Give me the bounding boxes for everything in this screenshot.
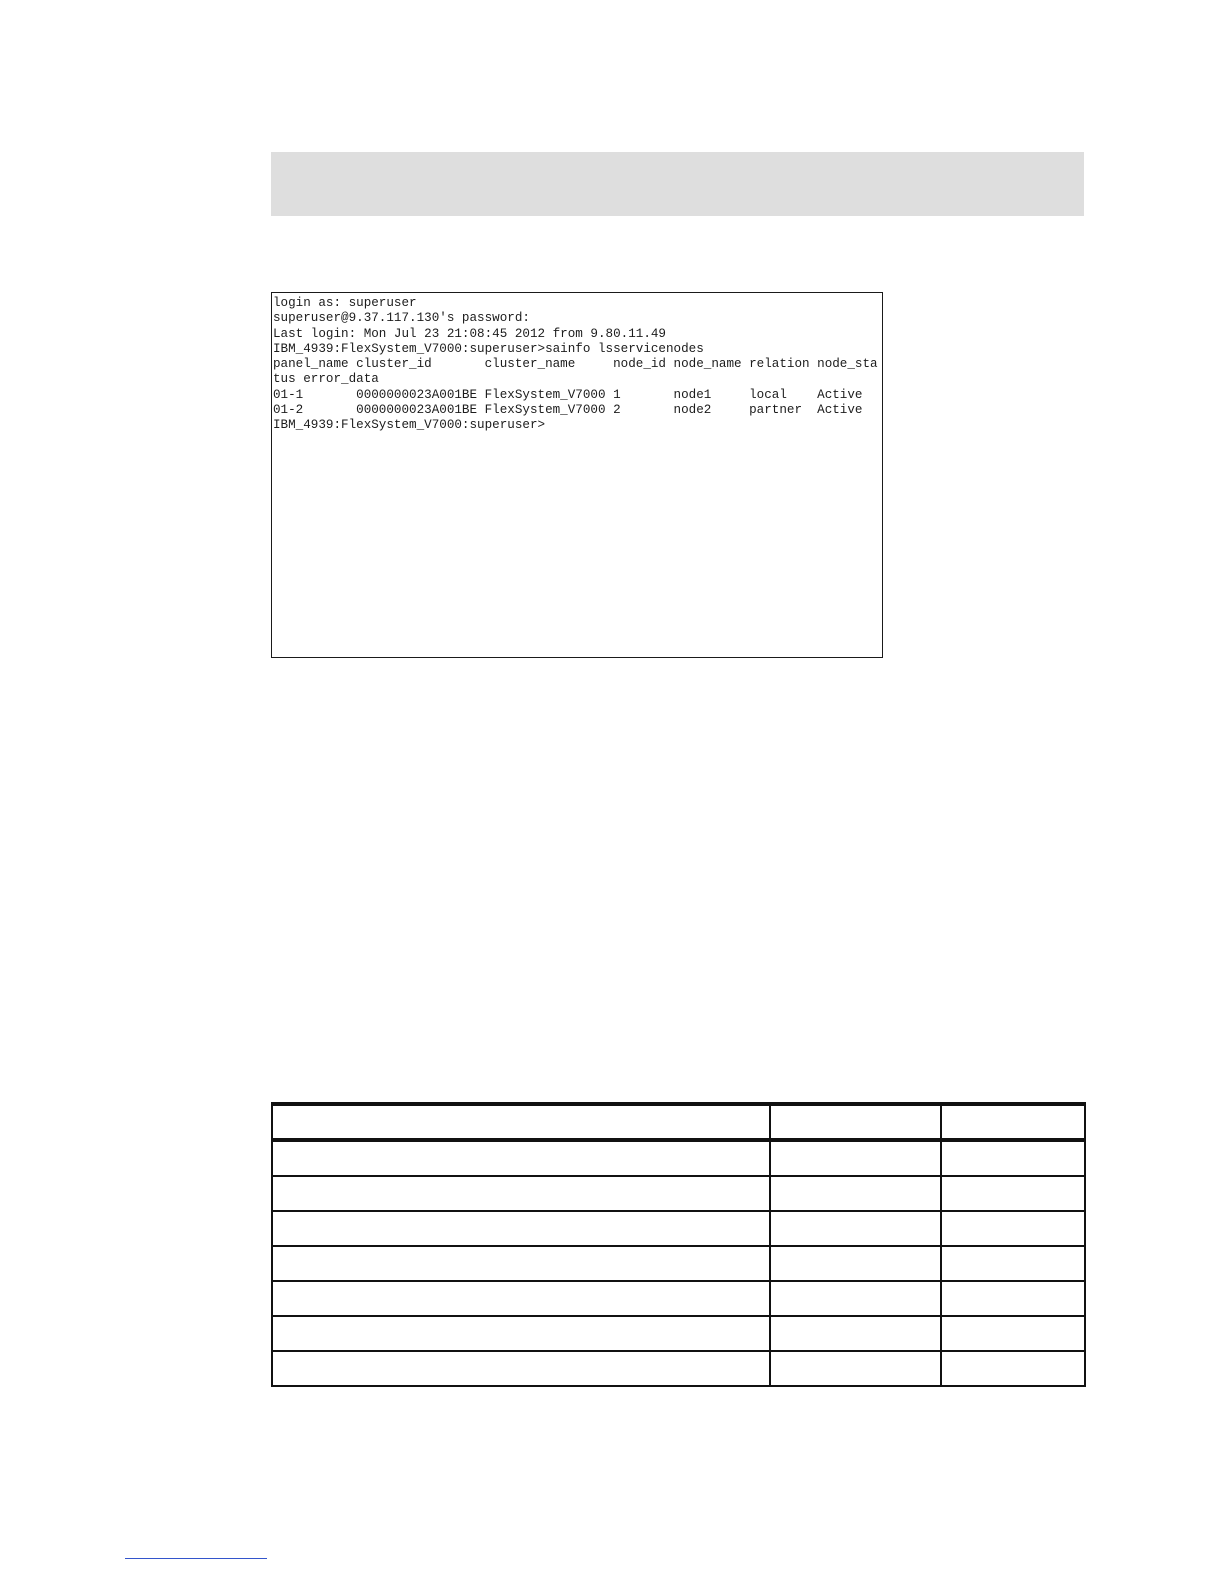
table-cell <box>941 1140 1085 1176</box>
table-cell <box>941 1351 1085 1386</box>
data-table <box>271 1102 1086 1387</box>
terminal-line: 01-2 0000000023A001BE FlexSystem_V7000 2 node2 partner Active <box>273 403 863 418</box>
terminal-line: 01-1 0000000023A001BE FlexSystem_V7000 1 node1 local Active <box>273 387 863 402</box>
table-row <box>272 1176 1085 1211</box>
table-cell <box>770 1140 941 1176</box>
terminal-line: login as: superuser <box>273 296 417 310</box>
terminal-line: superuser@9.37.117.130's password: <box>273 311 530 326</box>
table-row <box>272 1316 1085 1351</box>
table-cell <box>272 1211 770 1246</box>
table-cell <box>770 1211 941 1246</box>
table-header-cell <box>770 1104 941 1140</box>
table-cell <box>770 1281 941 1316</box>
terminal-screenshot <box>271 292 883 658</box>
table-cell <box>272 1176 770 1211</box>
table-cell <box>941 1246 1085 1281</box>
table-cell <box>770 1351 941 1386</box>
table-cell <box>770 1246 941 1281</box>
terminal-line: panel_name cluster_id cluster_name node_id node_name relation node_sta <box>273 357 878 372</box>
table-cell <box>272 1351 770 1386</box>
table-cell <box>272 1281 770 1316</box>
table-row <box>272 1211 1085 1246</box>
table-cell <box>272 1140 770 1176</box>
table-cell <box>770 1176 941 1211</box>
table-cell <box>941 1176 1085 1211</box>
terminal-line: Last login: Mon Jul 23 21:08:45 2012 from 9.80.11.49 <box>273 326 666 341</box>
table-header-cell <box>272 1104 770 1140</box>
footnote-rule <box>125 1558 267 1559</box>
table-cell <box>272 1316 770 1351</box>
table-header-row <box>272 1104 1085 1140</box>
terminal-output <box>272 293 882 434</box>
table-cell <box>941 1316 1085 1351</box>
table-cell <box>272 1246 770 1281</box>
table-row <box>272 1140 1085 1176</box>
table-row <box>272 1281 1085 1316</box>
table-cell <box>941 1281 1085 1316</box>
terminal-line: tus error_data <box>273 372 379 387</box>
table-cell <box>941 1211 1085 1246</box>
table-cell <box>770 1316 941 1351</box>
table-header-cell <box>941 1104 1085 1140</box>
table-row <box>272 1246 1085 1281</box>
gray-header-bar <box>271 152 1084 216</box>
table-row <box>272 1351 1085 1386</box>
terminal-line: IBM_4939:FlexSystem_V7000:superuser> <box>273 418 546 433</box>
terminal-line: IBM_4939:FlexSystem_V7000:superuser>sainfo lsservicenodes <box>273 341 704 356</box>
